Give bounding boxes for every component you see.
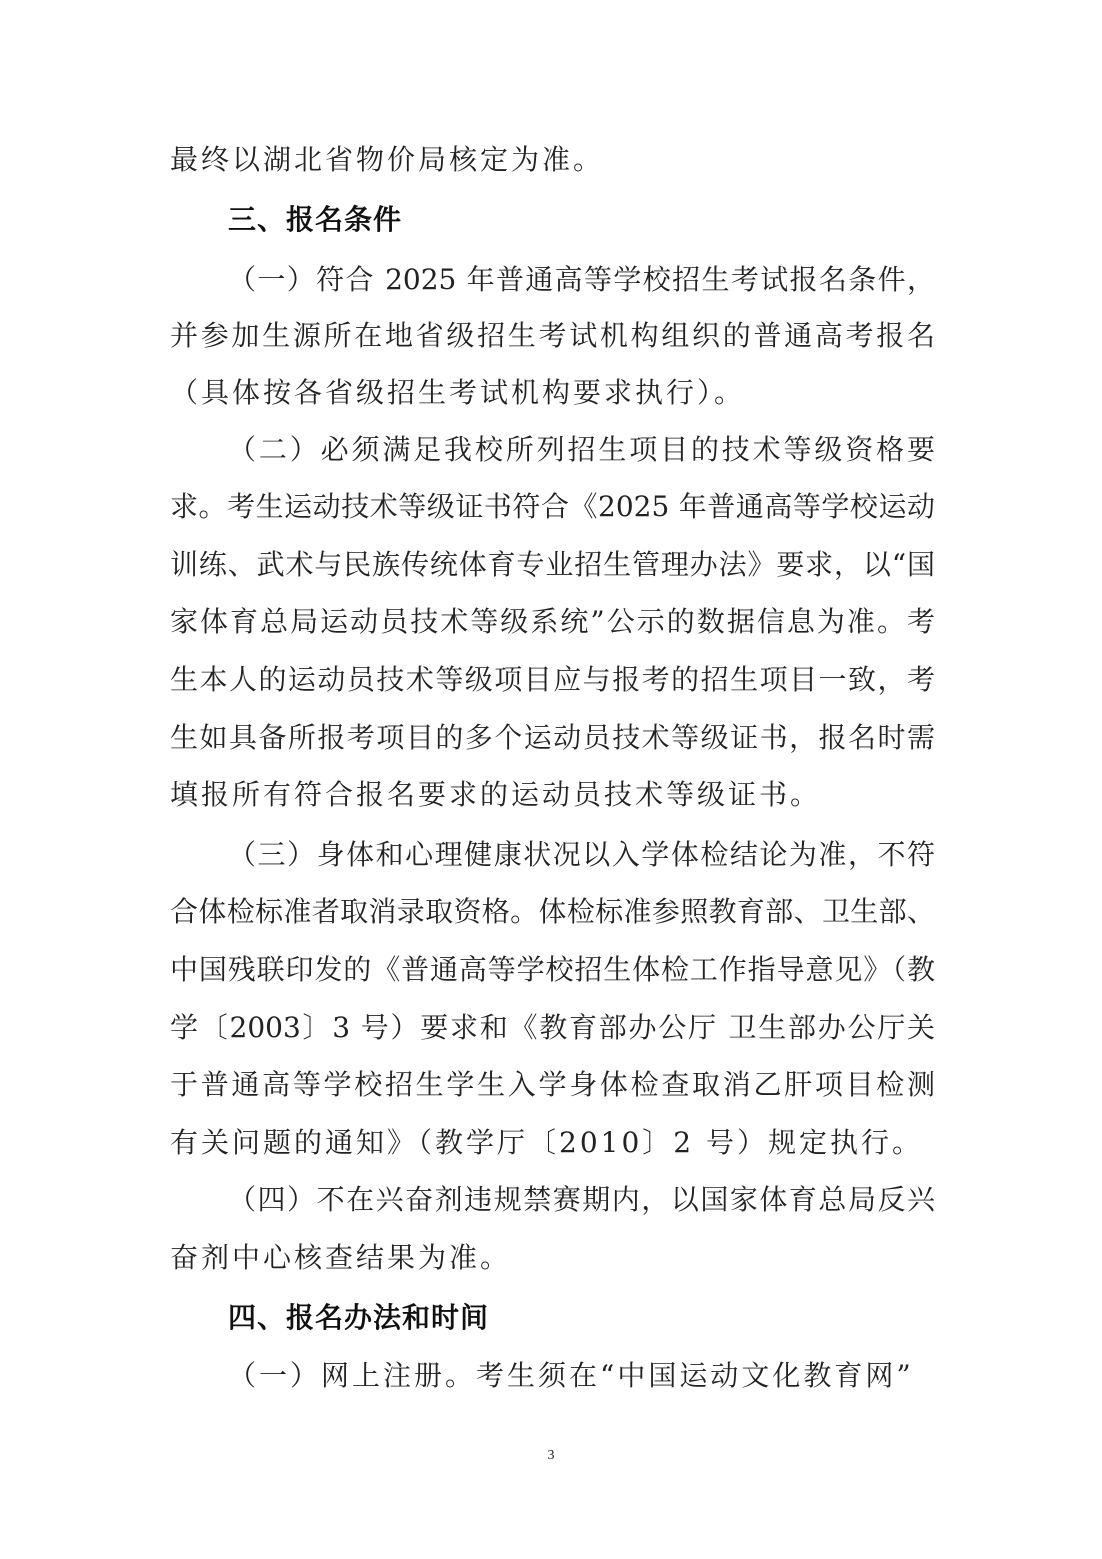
body-line: （具体按各省级招生考试机构要求执行）。: [170, 376, 746, 409]
body-line: 奋剂中心核查结果为准。: [170, 1241, 512, 1274]
body-line: 有关问题的通知》（教学厅〔2010〕2 号）规定执行。: [170, 1126, 923, 1159]
body-line: （三）身体和心理健康状况以入学体检结论为准，不符: [228, 838, 935, 871]
body-line: （一）网上注册。考生须在“中国运动文化教育网”: [228, 1359, 914, 1392]
section-heading: 四、报名办法和时间: [228, 1301, 490, 1334]
body-line: 训练、武术与民族传统体育专业招生管理办法》要求，以“国: [170, 548, 935, 581]
body-line: （四）不在兴奋剂违规禁赛期内，以国家体育总局反兴: [228, 1183, 935, 1216]
body-line: 于普通高等学校招生学生入学身体检查取消乙肝项目检测: [170, 1068, 935, 1101]
body-line: 并参加生源所在地省级招生考试机构组织的普通高考报名: [170, 319, 935, 352]
body-line: 生本人的运动员技术等级项目应与报考的招生项目一致，考: [170, 663, 935, 696]
body-line: 中国残联印发的《普通高等学校招生体检工作指导意见》（教: [170, 953, 935, 986]
body-line: （一）符合 2025 年普通高等学校招生考试报名条件，: [228, 263, 935, 296]
body-line: 生如具备所报考项目的多个运动员技术等级证书，报名时需: [170, 721, 935, 754]
body-line: 填报所有符合报名要求的运动员技术等级证书。: [170, 778, 822, 811]
body-line: 家体育总局运动员技术等级系统”公示的数据信息为准。考: [170, 605, 935, 638]
body-line: 学〔2003〕3 号）要求和《教育部办公厅 卫生部办公厅关: [170, 1011, 935, 1044]
body-line: 合体检标准者取消录取资格。体检标准参照教育部、卫生部、: [170, 895, 935, 928]
body-line: 最终以湖北省物价局核定为准。: [170, 143, 605, 176]
body-line: 求。考生运动技术等级证书符合《2025 年普通高等学校运动: [170, 490, 935, 523]
section-heading: 三、报名条件: [228, 203, 403, 236]
page-number: 3: [547, 1448, 555, 1463]
body-line: （二）必须满足我校所列招生项目的技术等级资格要: [228, 433, 935, 466]
